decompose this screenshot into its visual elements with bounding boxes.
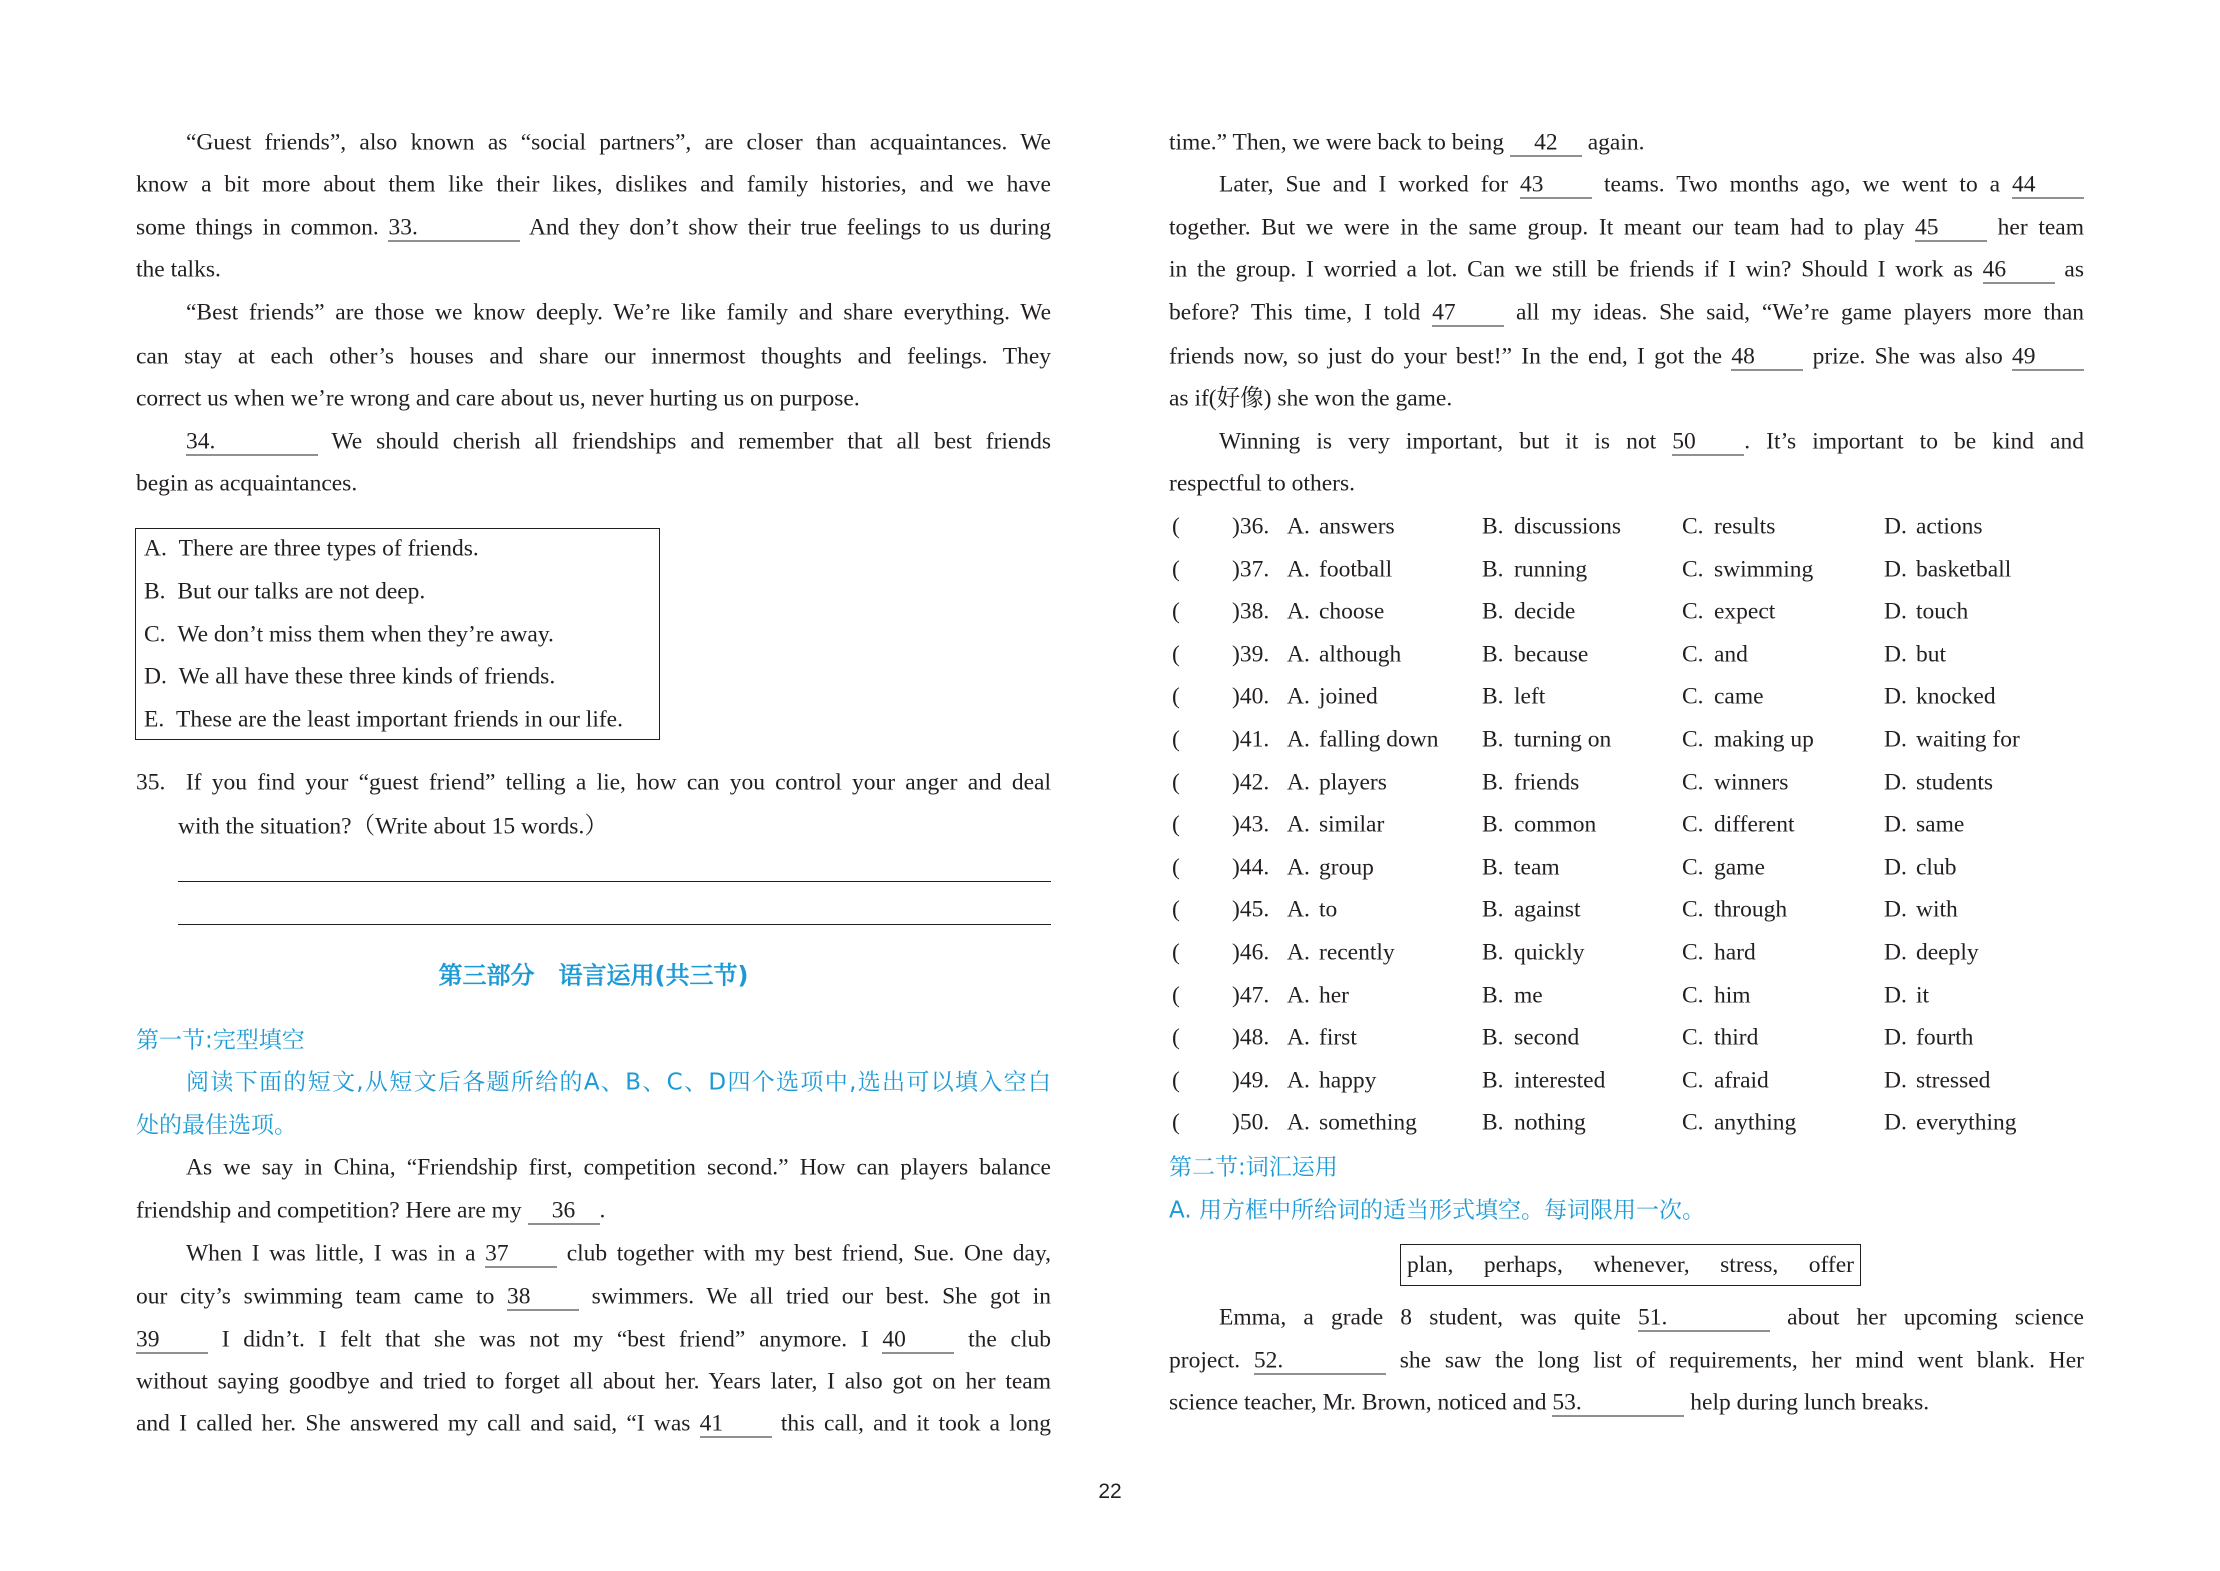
text-segment: as — [2054, 256, 2084, 283]
option-d[interactable]: fourth — [1916, 1024, 1974, 1051]
text-line — [136, 336, 1051, 379]
option-b[interactable]: quickly — [1514, 939, 1585, 966]
option-letter: C. — [1682, 513, 1704, 540]
option-d[interactable]: stressed — [1916, 1067, 1991, 1094]
option-b[interactable]: running — [1514, 556, 1588, 583]
answer-paren-open[interactable]: ( — [1172, 896, 1180, 923]
text-line — [136, 1147, 1051, 1190]
option-a[interactable]: first — [1319, 1024, 1357, 1051]
option-letter: D. — [1884, 982, 1907, 1009]
text-segment: correct us when we’re wrong and care about us, never hurting us on purpose. — [136, 385, 860, 412]
answer-blank[interactable]: 40 — [882, 1327, 954, 1354]
text-segment: help during lunch breaks. — [1684, 1389, 1930, 1416]
text-segment: our city’s swimming team came to — [136, 1283, 508, 1310]
text-segment: club together with my best friend, Sue. One day, — [557, 1240, 1051, 1267]
text-segment: Winning is very important, but it is not — [1219, 428, 1673, 455]
text-line — [136, 378, 1051, 421]
question-number: )48. — [1232, 1024, 1270, 1051]
option-a[interactable]: to — [1319, 896, 1338, 923]
answer-blank[interactable]: 36 — [528, 1198, 600, 1225]
text-segment: begin as acquaintances. — [136, 470, 358, 497]
option-b[interactable]: discussions — [1514, 513, 1622, 540]
question-number: )42. — [1232, 769, 1270, 796]
option-letter: A. — [1287, 1024, 1310, 1051]
option-letter: B. — [1482, 683, 1504, 710]
option-letter: D. — [1884, 939, 1907, 966]
answer-blank[interactable]: 47 — [1432, 300, 1504, 327]
text-line — [1169, 421, 2084, 464]
option-d[interactable]: deeply — [1916, 939, 1979, 966]
option-c: C. We don’t miss them when they’re away. — [144, 621, 554, 648]
text-segment: without saying goodbye and tried to forget all about her. Years later, I also got on her team — [136, 1368, 1051, 1395]
answer-blank[interactable]: 46 — [1983, 257, 2055, 284]
text-segment: We should cherish all friendships and remember that all best friends — [318, 428, 1051, 455]
text-segment: “Guest friends”, also known as “social partners”, are closer than acquaintances. We — [186, 129, 1051, 156]
answer-blank[interactable]: 48 — [1731, 344, 1803, 371]
option-letter: C. — [1682, 641, 1704, 668]
answer-paren-open[interactable]: ( — [1172, 1067, 1180, 1094]
question-number: )39. — [1232, 641, 1270, 668]
option-letter: D. — [1884, 683, 1907, 710]
option-b[interactable]: turning on — [1514, 726, 1612, 753]
option-letter: B. — [1482, 769, 1504, 796]
question-number: )37. — [1232, 556, 1270, 583]
text-segment: And they don’t show their true feelings to us during — [520, 214, 1051, 241]
text-line — [1169, 292, 2084, 335]
option-letter: B. — [1482, 811, 1504, 838]
option-letter: C. — [1682, 1024, 1704, 1051]
question-text: with the situation?（Write about 15 words.） — [178, 813, 608, 840]
option-letter: D. — [1884, 896, 1907, 923]
answer-blank[interactable]: 33. — [388, 215, 520, 242]
option-letter: B. — [1482, 556, 1504, 583]
option-letter: D. — [1884, 1024, 1907, 1051]
option-letter: C. — [1682, 683, 1704, 710]
option-e: E. These are the least important friends in our life. — [144, 706, 623, 733]
text-line — [1169, 1297, 2084, 1340]
option-letter: A. — [1287, 982, 1310, 1009]
text-segment: “Best friends” are those we know deeply. We’re like family and share everything. We — [186, 299, 1051, 326]
text-segment: respectful to others. — [1169, 470, 1355, 497]
text-segment: again. — [1581, 129, 1645, 156]
answer-line-2[interactable] — [178, 924, 1051, 925]
option-d[interactable]: with — [1916, 896, 1958, 923]
option-c[interactable]: afraid — [1714, 1067, 1769, 1094]
option-b: B. But our talks are not deep. — [144, 578, 426, 605]
answer-blank[interactable]: 53. — [1552, 1390, 1684, 1417]
answer-blank[interactable]: 51. — [1638, 1305, 1770, 1332]
text-line — [136, 207, 1051, 250]
option-a[interactable]: joined — [1319, 683, 1378, 710]
option-a[interactable]: although — [1319, 641, 1402, 668]
option-a: A. There are three types of friends. — [144, 535, 479, 562]
question-number: )49. — [1232, 1067, 1270, 1094]
text-line — [136, 1190, 1051, 1233]
answer-blank[interactable]: 34. — [186, 429, 318, 456]
option-c[interactable]: through — [1714, 896, 1788, 923]
text-segment: can stay at each other’s houses and share our innermost thoughts and feelings. They — [136, 343, 1051, 370]
option-letter: B. — [1482, 1067, 1504, 1094]
question-number: )38. — [1232, 598, 1270, 625]
answer-blank[interactable]: 52. — [1254, 1348, 1386, 1375]
text-line — [1169, 463, 2084, 506]
option-letter: B. — [1482, 726, 1504, 753]
answer-blank[interactable]: 38 — [507, 1284, 579, 1311]
option-letter: D. — [1884, 1067, 1907, 1094]
text-line — [1169, 336, 2084, 379]
option-b[interactable]: second — [1514, 1024, 1580, 1051]
answer-blank[interactable]: 41 — [700, 1411, 772, 1438]
option-letter: A. — [1287, 556, 1310, 583]
option-b[interactable]: left — [1514, 683, 1546, 710]
option-letter: C. — [1682, 726, 1704, 753]
option-d[interactable]: but — [1916, 641, 1947, 668]
text-line — [136, 463, 1051, 506]
option-letter: A. — [1287, 513, 1310, 540]
option-c[interactable]: and — [1714, 641, 1748, 668]
question-number: )43. — [1232, 811, 1270, 838]
option-letter: B. — [1482, 982, 1504, 1009]
answer-blank[interactable]: 42 — [1510, 130, 1582, 157]
option-letter: D. — [1884, 513, 1907, 540]
text-line — [136, 1361, 1051, 1404]
option-d[interactable]: knocked — [1916, 683, 1996, 710]
text-segment: friends now, so just do your best!” In the end, I got the — [1169, 343, 1732, 370]
text-segment: friendship and competition? Here are my — [136, 1197, 528, 1224]
option-letter: A. — [1287, 896, 1310, 923]
question-number: )45. — [1232, 896, 1270, 923]
option-letter: D. — [1884, 1109, 1907, 1136]
text-segment: all my ideas. She said, “We’re game players more than — [1504, 299, 2084, 326]
text-segment: in the group. I worried a lot. Can we still be friends if I win? Should I work as — [1169, 256, 1983, 283]
part3-title: 第三部分 语言运用(共三节) — [438, 961, 749, 990]
option-c[interactable]: him — [1714, 982, 1751, 1009]
answer-blank[interactable]: 49 — [2012, 344, 2084, 371]
option-c[interactable]: results — [1714, 513, 1776, 540]
option-letter: A. — [1287, 641, 1310, 668]
option-c[interactable]: game — [1714, 854, 1765, 881]
question-number: )36. — [1232, 513, 1270, 540]
text-segment: about her upcoming science — [1770, 1304, 2084, 1331]
option-letter: A. — [1287, 683, 1310, 710]
section2-title: 第二节:词汇运用 — [1169, 1154, 1338, 1181]
text-line — [1169, 1340, 2084, 1383]
option-d[interactable]: actions — [1916, 513, 1983, 540]
question-number: )41. — [1232, 726, 1270, 753]
text-line — [136, 292, 1051, 335]
text-line — [136, 1276, 1051, 1319]
option-d[interactable]: waiting for — [1916, 726, 2020, 753]
question-35-line2 — [178, 806, 1051, 849]
text-line — [136, 122, 1051, 165]
answer-paren-open[interactable]: ( — [1172, 513, 1180, 540]
answer-paren-open[interactable]: ( — [1172, 854, 1180, 881]
question-number: )46. — [1232, 939, 1270, 966]
answer-paren-open[interactable]: ( — [1172, 982, 1180, 1009]
text-segment: the talks. — [136, 256, 221, 283]
answer-paren-open[interactable]: ( — [1172, 598, 1180, 625]
text-segment: science teacher, Mr. Brown, noticed and — [1169, 1389, 1553, 1416]
option-letter: D. — [1884, 769, 1907, 796]
option-d[interactable]: touch — [1916, 598, 1969, 625]
option-c[interactable]: expect — [1714, 598, 1776, 625]
question-35-line1 — [136, 762, 1051, 805]
option-a[interactable]: recently — [1319, 939, 1395, 966]
option-letter: B. — [1482, 598, 1504, 625]
option-a[interactable]: players — [1319, 769, 1387, 796]
text-line — [1169, 122, 2084, 165]
text-segment: as if(好像) she won the game. — [1169, 385, 1453, 412]
text-segment: prize. She was also — [1803, 343, 2012, 370]
option-letter: A. — [1287, 726, 1310, 753]
option-letter: C. — [1682, 769, 1704, 796]
option-letter: C. — [1682, 939, 1704, 966]
text-segment: and I called her. She answered my call and said, “I was — [136, 1410, 700, 1437]
option-b[interactable]: interested — [1514, 1067, 1606, 1094]
text-segment: this call, and it took a long — [771, 1410, 1051, 1437]
question-number: 35. — [136, 769, 166, 796]
section1-instruction-line1: 阅读下面的短文,从短文后各题所给的A、B、C、D四个选项中,选出可以填入空白 — [186, 1069, 1051, 1096]
option-letter: C. — [1682, 982, 1704, 1009]
answer-paren-open[interactable]: ( — [1172, 556, 1180, 583]
text-segment: she saw the long list of requirements, her mind went blank. Her — [1385, 1347, 2084, 1374]
text-segment: know a bit more about them like their likes, dislikes and family histories, and we have — [136, 171, 1051, 198]
answer-paren-open[interactable]: ( — [1172, 726, 1180, 753]
text-line — [1169, 378, 2084, 421]
option-b[interactable]: decide — [1514, 598, 1576, 625]
option-letter: A. — [1287, 1067, 1310, 1094]
text-segment: together. But we were in the same group. It meant our team had to play — [1169, 214, 1915, 241]
option-a[interactable]: something — [1319, 1109, 1417, 1136]
text-segment: . — [599, 1197, 606, 1224]
answer-paren-open[interactable]: ( — [1172, 1024, 1180, 1051]
option-b[interactable]: friends — [1514, 769, 1580, 796]
option-letter: A. — [1287, 769, 1310, 796]
option-letter: C. — [1682, 598, 1704, 625]
option-letter: B. — [1482, 854, 1504, 881]
text-line — [1169, 164, 2084, 207]
option-a[interactable]: football — [1319, 556, 1393, 583]
option-letter: D. — [1884, 641, 1907, 668]
option-letter: D. — [1884, 556, 1907, 583]
word-perhaps: perhaps, — [1483, 1252, 1563, 1278]
word-plan: plan, — [1407, 1252, 1454, 1278]
option-d[interactable]: same — [1916, 811, 1965, 838]
text-line — [136, 1233, 1051, 1276]
text-line — [1169, 207, 2084, 250]
answer-line-1[interactable] — [178, 881, 1051, 882]
option-b[interactable]: common — [1514, 811, 1597, 838]
section1-title: 第一节:完型填空 — [136, 1027, 305, 1054]
option-letter: B. — [1482, 513, 1504, 540]
option-letter: C. — [1682, 854, 1704, 881]
text-segment: When I was little, I was in a — [186, 1240, 486, 1267]
option-d[interactable]: basketball — [1916, 556, 2012, 583]
option-letter: A. — [1287, 811, 1310, 838]
question-number: )44. — [1232, 854, 1270, 881]
text-segment: the club — [954, 1326, 1051, 1353]
text-line — [136, 1319, 1051, 1362]
word-box — [1400, 1244, 1861, 1286]
section2-partA-instruction: A. 用方框中所给词的适当形式填空。每词限用一次。 — [1169, 1197, 1705, 1224]
option-letter: D. — [1884, 854, 1907, 881]
option-b[interactable]: nothing — [1514, 1109, 1586, 1136]
sentence-options-box — [135, 528, 660, 740]
answer-paren-open[interactable]: ( — [1172, 1109, 1180, 1136]
option-c[interactable]: hard — [1714, 939, 1756, 966]
option-b[interactable]: team — [1514, 854, 1560, 881]
option-d[interactable]: students — [1916, 769, 1994, 796]
option-a[interactable]: happy — [1319, 1067, 1377, 1094]
option-d: D. We all have these three kinds of friends. — [144, 663, 556, 690]
text-segment: swimmers. We all tried our best. She got in — [579, 1283, 1051, 1310]
text-segment: teams. Two months ago, we went to a — [1592, 171, 2013, 198]
text-segment: before? This time, I told — [1169, 299, 1433, 326]
answer-blank[interactable]: 39 — [136, 1327, 208, 1354]
option-d[interactable]: it — [1916, 982, 1930, 1009]
page-number: 22 — [1098, 1480, 1122, 1503]
option-c[interactable]: anything — [1714, 1109, 1797, 1136]
option-a[interactable]: answers — [1319, 513, 1395, 540]
option-letter: C. — [1682, 1109, 1704, 1136]
option-c[interactable]: came — [1714, 683, 1764, 710]
text-line — [1169, 249, 2084, 292]
option-d[interactable]: everything — [1916, 1109, 2017, 1136]
option-c[interactable]: different — [1714, 811, 1795, 838]
text-segment: some things in common. — [136, 214, 389, 241]
option-letter: C. — [1682, 896, 1704, 923]
option-letter: B. — [1482, 896, 1504, 923]
option-letter: D. — [1884, 726, 1907, 753]
word-whenever: whenever, — [1593, 1252, 1690, 1278]
answer-blank[interactable]: 43 — [1520, 172, 1592, 199]
option-a[interactable]: similar — [1319, 811, 1385, 838]
text-segment: Emma, a grade 8 student, was quite — [1219, 1304, 1638, 1331]
text-line — [136, 1403, 1051, 1446]
answer-paren-open[interactable]: ( — [1172, 939, 1180, 966]
answer-paren-open[interactable]: ( — [1172, 769, 1180, 796]
option-d[interactable]: club — [1916, 854, 1957, 881]
text-segment: project. — [1169, 1347, 1254, 1374]
question-number: )40. — [1232, 683, 1270, 710]
answer-paren-open[interactable]: ( — [1172, 683, 1180, 710]
option-letter: D. — [1884, 811, 1907, 838]
text-segment: As we say in China, “Friendship first, competition second.” How can players balance — [186, 1154, 1051, 1181]
option-letter: B. — [1482, 1024, 1504, 1051]
option-letter: A. — [1287, 598, 1310, 625]
option-b[interactable]: against — [1514, 896, 1581, 923]
text-segment: I didn’t. I felt that she was not my “best friend” anymore. I — [208, 1326, 883, 1353]
word-offer: offer — [1808, 1252, 1854, 1278]
option-letter: C. — [1682, 556, 1704, 583]
answer-blank[interactable]: 45 — [1915, 215, 1987, 242]
option-a[interactable]: falling down — [1319, 726, 1439, 753]
option-letter: B. — [1482, 939, 1504, 966]
option-letter: B. — [1482, 641, 1504, 668]
text-line — [136, 249, 1051, 292]
text-line — [136, 421, 1051, 464]
text-segment: . It’s important to be kind and — [1744, 428, 2084, 455]
answer-blank[interactable]: 37 — [485, 1241, 557, 1268]
option-letter: A. — [1287, 1109, 1310, 1136]
answer-paren-open[interactable]: ( — [1172, 641, 1180, 668]
option-c[interactable]: winners — [1714, 769, 1789, 796]
option-c[interactable]: making up — [1714, 726, 1814, 753]
option-a[interactable]: group — [1319, 854, 1374, 881]
answer-paren-open[interactable]: ( — [1172, 811, 1180, 838]
answer-blank[interactable]: 44 — [2012, 172, 2084, 199]
section1-instruction-line2: 处的最佳选项。 — [136, 1112, 297, 1139]
question-number: )47. — [1232, 982, 1270, 1009]
text-line — [136, 164, 1051, 207]
option-letter: C. — [1682, 1067, 1704, 1094]
option-a[interactable]: choose — [1319, 598, 1385, 625]
option-letter: D. — [1884, 598, 1907, 625]
option-b[interactable]: me — [1514, 982, 1543, 1009]
word-stress: stress, — [1720, 1252, 1779, 1278]
question-number: )50. — [1232, 1109, 1270, 1136]
text-segment: time.” Then, we were back to being — [1169, 129, 1510, 156]
answer-blank[interactable]: 50 — [1672, 429, 1744, 456]
text-segment: her team — [1986, 214, 2084, 241]
option-c[interactable]: swimming — [1714, 556, 1814, 583]
option-b[interactable]: because — [1514, 641, 1589, 668]
option-letter: A. — [1287, 854, 1310, 881]
text-line — [1169, 1382, 2084, 1425]
question-text: If you find your “guest friend” telling a lie, how can you control your anger and deal — [185, 769, 1052, 796]
text-segment: Later, Sue and I worked for — [1219, 171, 1521, 198]
option-letter: B. — [1482, 1109, 1504, 1136]
option-letter: C. — [1682, 811, 1704, 838]
option-letter: A. — [1287, 939, 1310, 966]
option-c[interactable]: third — [1714, 1024, 1759, 1051]
option-a[interactable]: her — [1319, 982, 1350, 1009]
